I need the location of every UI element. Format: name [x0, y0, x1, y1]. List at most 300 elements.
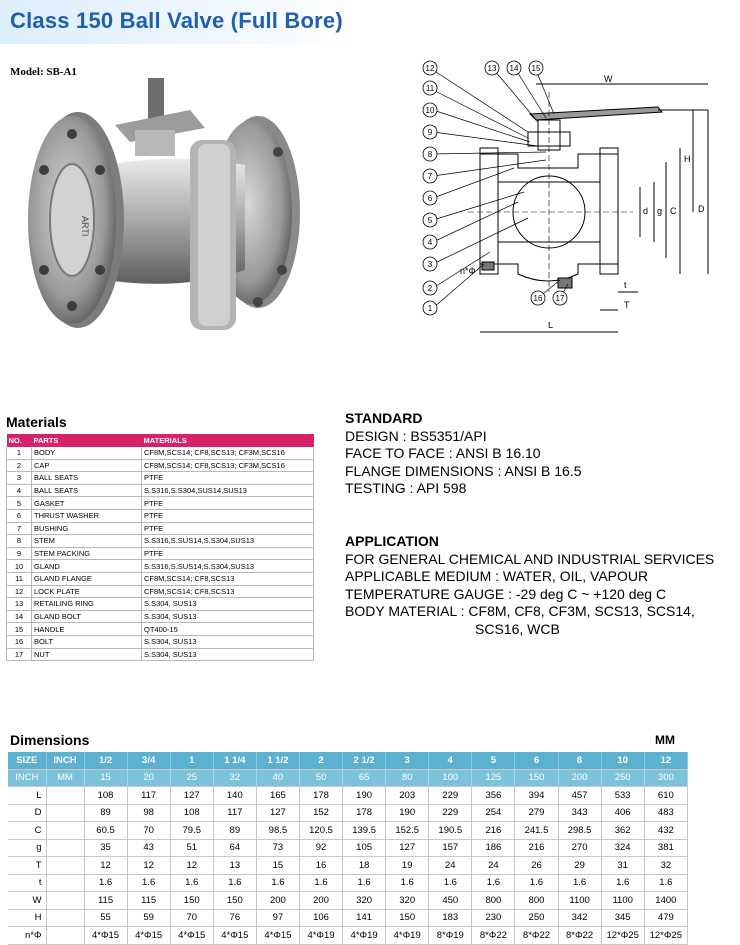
inch-size: 3/4: [127, 752, 170, 769]
dimension-value: 115: [84, 892, 127, 910]
materials-row: [7, 472, 314, 485]
material-part: GLAND BOLT: [32, 610, 142, 623]
materials-row: [7, 459, 314, 472]
dimension-value: 362: [601, 822, 644, 840]
application-line-1: FOR GENERAL CHEMICAL AND INDUSTRIAL SERVICES: [345, 550, 715, 567]
dimension-value: 60.5: [84, 822, 127, 840]
material-part: GLAND: [32, 560, 142, 573]
dimension-value: 4*Φ15: [127, 927, 170, 945]
dimension-value: 4*Φ15: [256, 927, 299, 945]
dimension-spacer: [46, 892, 84, 910]
dimension-value: 152: [299, 804, 342, 822]
balloon-16: 16: [533, 294, 543, 303]
dimension-value: 183: [429, 909, 472, 927]
dimension-value: 8*Φ22: [558, 927, 601, 945]
dimension-value: 200: [256, 892, 299, 910]
mm-size: 300: [644, 769, 687, 787]
materials-row: [7, 623, 314, 636]
material-part: GASKET: [32, 497, 142, 510]
dimension-value: 98: [127, 804, 170, 822]
dimension-value: 186: [472, 839, 515, 857]
materials-row: [7, 635, 314, 648]
dim-nphi-label: n*Φ: [460, 266, 476, 276]
dimension-value: 1.6: [170, 874, 213, 892]
dimension-value: 106: [299, 909, 342, 927]
dimension-spacer: [46, 839, 84, 857]
dimension-value: 1.6: [127, 874, 170, 892]
material-no: 9: [7, 547, 32, 560]
mm-size: 80: [386, 769, 429, 787]
inch-size: 1 1/2: [256, 752, 299, 769]
dimension-value: 127: [256, 804, 299, 822]
dimension-value: 241.5: [515, 822, 558, 840]
balloon-12: 12: [425, 64, 435, 73]
material-part: LOCK PLATE: [32, 585, 142, 598]
dimension-value: 450: [429, 892, 472, 910]
dimension-value: 24: [472, 857, 515, 875]
dimension-label: H: [8, 909, 46, 927]
material-no: 13: [7, 598, 32, 611]
material-part: CAP: [32, 459, 142, 472]
dimension-label: g: [8, 839, 46, 857]
header-materials: MATERIALS: [142, 434, 314, 447]
dimension-value: 70: [170, 909, 213, 927]
materials-row: [7, 484, 314, 497]
mm-size: 200: [558, 769, 601, 787]
dimension-value: 19: [386, 857, 429, 875]
application-line-3: TEMPERATURE GAUGE : -29 deg C ~ +120 deg C: [345, 585, 667, 602]
material-spec: PTFE: [142, 509, 314, 522]
material-no: 12: [7, 585, 32, 598]
materials-row: [7, 497, 314, 510]
dim-h-label: H: [684, 154, 691, 164]
dimensions-inch-row: [8, 752, 688, 769]
dimension-value: 1100: [601, 892, 644, 910]
dimension-value: 120.5: [299, 822, 342, 840]
material-spec: QT400-15: [142, 623, 314, 636]
mm-size: 100: [429, 769, 472, 787]
material-no: 3: [7, 472, 32, 485]
dimension-row: [8, 927, 688, 945]
balloon-13: 13: [487, 64, 497, 73]
materials-row: [7, 572, 314, 585]
dimension-spacer: [46, 909, 84, 927]
dimension-value: 12: [84, 857, 127, 875]
dimension-label: L: [8, 787, 46, 805]
dimension-value: 31: [601, 857, 644, 875]
dimension-spacer: [46, 874, 84, 892]
mm-label: MM: [46, 769, 84, 787]
balloon-4: 4: [427, 238, 433, 247]
dimension-value: 16: [299, 857, 342, 875]
material-no: 6: [7, 509, 32, 522]
application-heading: APPLICATION: [345, 533, 439, 549]
dimension-value: 117: [127, 787, 170, 805]
dim-l-label: L: [548, 320, 554, 330]
dimension-spacer: [46, 804, 84, 822]
dimension-value: 216: [515, 839, 558, 857]
material-spec: S.S304, SUS13: [142, 648, 314, 661]
dimension-value: 26: [515, 857, 558, 875]
dimension-value: 381: [644, 839, 687, 857]
material-spec: S.S304, SUS13: [142, 598, 314, 611]
mm-size: 15: [84, 769, 127, 787]
dim-t-small-label: t: [624, 280, 627, 290]
dimension-value: 4*Φ15: [84, 927, 127, 945]
materials-table: [6, 434, 314, 661]
dimension-value: 79.5: [170, 822, 213, 840]
inch-size: 2: [299, 752, 342, 769]
dimension-value: 92: [299, 839, 342, 857]
inch-label: INCH: [46, 752, 84, 769]
standard-testing: TESTING : API 598: [345, 480, 467, 496]
material-part: RETAILING RING: [32, 598, 142, 611]
dimension-row: [8, 804, 688, 822]
inch-size: 5: [472, 752, 515, 769]
materials-header-row: [7, 434, 314, 447]
balloon-11: 11: [425, 84, 435, 93]
dim-w-label: W: [604, 74, 613, 84]
dimension-value: 190: [386, 804, 429, 822]
standard-flange: FLANGE DIMENSIONS : ANSI B 16.5: [345, 462, 582, 479]
dimension-value: 51: [170, 839, 213, 857]
dimension-value: 117: [213, 804, 256, 822]
dimension-row: [8, 839, 688, 857]
dimension-label: W: [8, 892, 46, 910]
dimension-value: 12: [127, 857, 170, 875]
header-parts: PARTS: [32, 434, 142, 447]
dimension-value: 139.5: [343, 822, 386, 840]
materials-title: Materials: [6, 414, 67, 430]
balloon-5: 5: [427, 216, 433, 225]
dimension-value: 250: [515, 909, 558, 927]
mm-size: 32: [213, 769, 256, 787]
dimension-label: t: [8, 874, 46, 892]
dimension-value: 483: [644, 804, 687, 822]
valve-photo: [20, 70, 310, 350]
dimension-value: 59: [127, 909, 170, 927]
material-spec: S.S316,S.S304,SUS14,SUS13: [142, 484, 314, 497]
dimension-value: 343: [558, 804, 601, 822]
dimension-value: 1.6: [84, 874, 127, 892]
material-part: BALL SEATS: [32, 484, 142, 497]
valve-drawing: [418, 52, 718, 350]
materials-row: [7, 447, 314, 459]
dimension-value: 800: [472, 892, 515, 910]
inch-size: 2 1/2: [343, 752, 386, 769]
material-no: 8: [7, 535, 32, 548]
dimensions-title: Dimensions: [10, 732, 90, 748]
balloon-7: 7: [427, 172, 433, 181]
material-part: HANDLE: [32, 623, 142, 636]
dimension-row: [8, 909, 688, 927]
header-no: NO.: [7, 434, 32, 447]
dimension-spacer: [46, 927, 84, 945]
material-part: THRUST WASHER: [32, 509, 142, 522]
dimension-value: 13: [213, 857, 256, 875]
page-title: Class 150 Ball Valve (Full Bore): [10, 8, 343, 33]
dimension-value: 1100: [558, 892, 601, 910]
inch-size: 10: [601, 752, 644, 769]
dimension-row: [8, 874, 688, 892]
dimension-value: 320: [386, 892, 429, 910]
material-no: 16: [7, 635, 32, 648]
dimension-value: 89: [84, 804, 127, 822]
dimension-value: 406: [601, 804, 644, 822]
dimension-value: 356: [472, 787, 515, 805]
inch-size: 8: [558, 752, 601, 769]
dimension-value: 610: [644, 787, 687, 805]
inch-size: 1/2: [84, 752, 127, 769]
material-part: STEM: [32, 535, 142, 548]
dimension-value: 8*Φ19: [429, 927, 472, 945]
application-line-5: SCS16, WCB: [475, 620, 560, 637]
dimension-value: 157: [429, 839, 472, 857]
dimension-value: 1.6: [644, 874, 687, 892]
dim-d-small-label: d: [643, 206, 649, 216]
dimension-value: 190.5: [429, 822, 472, 840]
dimension-value: 140: [213, 787, 256, 805]
dimension-value: 12: [170, 857, 213, 875]
materials-row: [7, 560, 314, 573]
materials-row: [7, 648, 314, 661]
dimension-value: 230: [472, 909, 515, 927]
dimension-row: [8, 822, 688, 840]
material-spec: CF8M,SCS14; CF8,SCS13: [142, 585, 314, 598]
dimensions-table: [8, 752, 688, 945]
dimensions-unit: MM: [655, 733, 675, 747]
inch-size: 1 1/4: [213, 752, 256, 769]
dimension-label: D: [8, 804, 46, 822]
dimension-value: 127: [170, 787, 213, 805]
dimension-value: 216: [472, 822, 515, 840]
inch-size: 3: [386, 752, 429, 769]
materials-row: [7, 509, 314, 522]
dimension-value: 4*Φ15: [170, 927, 213, 945]
dimension-value: 32: [644, 857, 687, 875]
dimension-value: 108: [170, 804, 213, 822]
standard-face-to-face: FACE TO FACE : ANSI B 16.10: [345, 445, 541, 461]
material-spec: PTFE: [142, 547, 314, 560]
dimension-row: [8, 857, 688, 875]
inch-size: 4: [429, 752, 472, 769]
dimension-value: 70: [127, 822, 170, 840]
material-spec: S.S304, SUS13: [142, 610, 314, 623]
application-line-4: BODY MATERIAL : CF8M, CF8, CF3M, SCS13, SCS14,: [345, 603, 695, 619]
dimensions-mm-row: [8, 769, 688, 787]
dimension-spacer: [46, 787, 84, 805]
dimension-value: 345: [601, 909, 644, 927]
dimension-value: 64: [213, 839, 256, 857]
dimension-value: 457: [558, 787, 601, 805]
dimension-value: 178: [343, 804, 386, 822]
dimension-row: [8, 787, 688, 805]
inch-label: INCH: [8, 769, 46, 787]
dimension-value: 479: [644, 909, 687, 927]
dimension-row: [8, 892, 688, 910]
balloon-3: 3: [427, 260, 433, 269]
dimension-value: 200: [299, 892, 342, 910]
material-no: 17: [7, 648, 32, 661]
material-spec: S.S304, SUS13: [142, 635, 314, 648]
dimension-value: 35: [84, 839, 127, 857]
dimension-value: 320: [343, 892, 386, 910]
dimension-value: 1.6: [213, 874, 256, 892]
material-no: 5: [7, 497, 32, 510]
balloon-2: 2: [427, 284, 433, 293]
dimension-value: 4*Φ19: [386, 927, 429, 945]
materials-row: [7, 535, 314, 548]
dim-g-label: g: [657, 206, 663, 216]
material-no: 11: [7, 572, 32, 585]
dimension-value: 127: [386, 839, 429, 857]
dimension-value: 1.6: [386, 874, 429, 892]
material-spec: PTFE: [142, 497, 314, 510]
dimension-value: 97: [256, 909, 299, 927]
dimension-value: 324: [601, 839, 644, 857]
dimension-value: 1.6: [601, 874, 644, 892]
materials-body: [7, 447, 314, 661]
material-spec: S.S316,S.SUS14,S.S304,SUS13: [142, 535, 314, 548]
dimension-label: C: [8, 822, 46, 840]
dimension-value: 190: [343, 787, 386, 805]
material-no: 4: [7, 484, 32, 497]
dimension-value: 98.5: [256, 822, 299, 840]
balloon-10: 10: [425, 106, 435, 115]
material-no: 2: [7, 459, 32, 472]
dimension-value: 43: [127, 839, 170, 857]
balloon-6: 6: [427, 194, 433, 203]
dimension-value: 108: [84, 787, 127, 805]
mm-size: 50: [299, 769, 342, 787]
dimension-value: 1.6: [343, 874, 386, 892]
dimension-value: 76: [213, 909, 256, 927]
material-no: 10: [7, 560, 32, 573]
material-part: GLAND FLANGE: [32, 572, 142, 585]
dimension-value: 1400: [644, 892, 687, 910]
dimension-value: 203: [386, 787, 429, 805]
dimension-value: 152.5: [386, 822, 429, 840]
standard-block: [345, 410, 582, 498]
dimension-value: 150: [170, 892, 213, 910]
dimension-label: T: [8, 857, 46, 875]
dimension-value: 165: [256, 787, 299, 805]
mm-size: 65: [343, 769, 386, 787]
dim-d-label: D: [698, 204, 705, 214]
dimension-value: 12*Φ25: [601, 927, 644, 945]
dimension-value: 533: [601, 787, 644, 805]
application-block: [345, 533, 714, 638]
balloon-17: 17: [555, 294, 565, 303]
dimension-value: 342: [558, 909, 601, 927]
dimension-value: 141: [343, 909, 386, 927]
material-no: 15: [7, 623, 32, 636]
material-spec: CF8M,SCS14; CF8,SCS13; CF3M,SCS16: [142, 447, 314, 459]
dimension-value: 18: [343, 857, 386, 875]
balloon-8: 8: [427, 150, 433, 159]
dimension-value: 1.6: [558, 874, 601, 892]
balloon-14: 14: [509, 64, 519, 73]
material-no: 14: [7, 610, 32, 623]
material-spec: PTFE: [142, 522, 314, 535]
dimension-value: 89: [213, 822, 256, 840]
materials-row: [7, 547, 314, 560]
material-spec: S.S316,S.SUS14,S.S304,SUS13: [142, 560, 314, 573]
mm-size: 40: [256, 769, 299, 787]
material-spec: PTFE: [142, 472, 314, 485]
dimension-value: 254: [472, 804, 515, 822]
material-part: BOLT: [32, 635, 142, 648]
dimension-value: 115: [127, 892, 170, 910]
materials-row: [7, 585, 314, 598]
dimension-value: 55: [84, 909, 127, 927]
dimension-value: 432: [644, 822, 687, 840]
dimension-value: 73: [256, 839, 299, 857]
dimension-value: 1.6: [299, 874, 342, 892]
material-part: BALL SEATS: [32, 472, 142, 485]
standard-heading: STANDARD: [345, 410, 423, 426]
dimension-value: 298.5: [558, 822, 601, 840]
dimension-value: 229: [429, 804, 472, 822]
dimension-value: 394: [515, 787, 558, 805]
dimension-value: 4*Φ19: [343, 927, 386, 945]
material-part: NUT: [32, 648, 142, 661]
mm-size: 25: [170, 769, 213, 787]
balloon-9: 9: [427, 128, 433, 137]
inch-size: 12: [644, 752, 687, 769]
dimension-value: 1.6: [429, 874, 472, 892]
dimension-value: 279: [515, 804, 558, 822]
mm-size: 125: [472, 769, 515, 787]
dimension-value: 150: [213, 892, 256, 910]
dimension-value: 1.6: [515, 874, 558, 892]
dimension-value: 800: [515, 892, 558, 910]
materials-row: [7, 522, 314, 535]
mm-size: 150: [515, 769, 558, 787]
dimension-value: 150: [386, 909, 429, 927]
dimension-value: 8*Φ22: [472, 927, 515, 945]
inch-size: 1: [170, 752, 213, 769]
dimensions-body: [8, 752, 688, 944]
dimension-value: 4*Φ15: [213, 927, 256, 945]
material-spec: CF8M,SCS14; CF8,SCS13: [142, 572, 314, 585]
dimension-spacer: [46, 857, 84, 875]
dimension-value: 1.6: [256, 874, 299, 892]
mm-size: 20: [127, 769, 170, 787]
dim-c-label: C: [670, 206, 677, 216]
materials-row: [7, 610, 314, 623]
material-part: BUSHING: [32, 522, 142, 535]
dimension-value: 15: [256, 857, 299, 875]
dimension-value: 178: [299, 787, 342, 805]
brand-mark: ARTI: [80, 216, 90, 237]
inch-size: 6: [515, 752, 558, 769]
dimension-spacer: [46, 822, 84, 840]
dimension-value: 4*Φ19: [299, 927, 342, 945]
materials-row: [7, 598, 314, 611]
dimension-label: n*Φ: [8, 927, 46, 945]
dimension-value: 8*Φ22: [515, 927, 558, 945]
dimension-value: 270: [558, 839, 601, 857]
model-label: Model: SB-A1: [10, 66, 77, 78]
dimension-value: 29: [558, 857, 601, 875]
dimension-value: 24: [429, 857, 472, 875]
dimension-value: 1.6: [472, 874, 515, 892]
application-line-2: APPLICABLE MEDIUM : WATER, OIL, VAPOUR: [345, 568, 649, 584]
size-label: SIZE: [8, 752, 46, 769]
material-spec: CF8M,SCS14; CF8,SCS13; CF3M,SCS16: [142, 459, 314, 472]
material-no: 1: [7, 447, 32, 459]
